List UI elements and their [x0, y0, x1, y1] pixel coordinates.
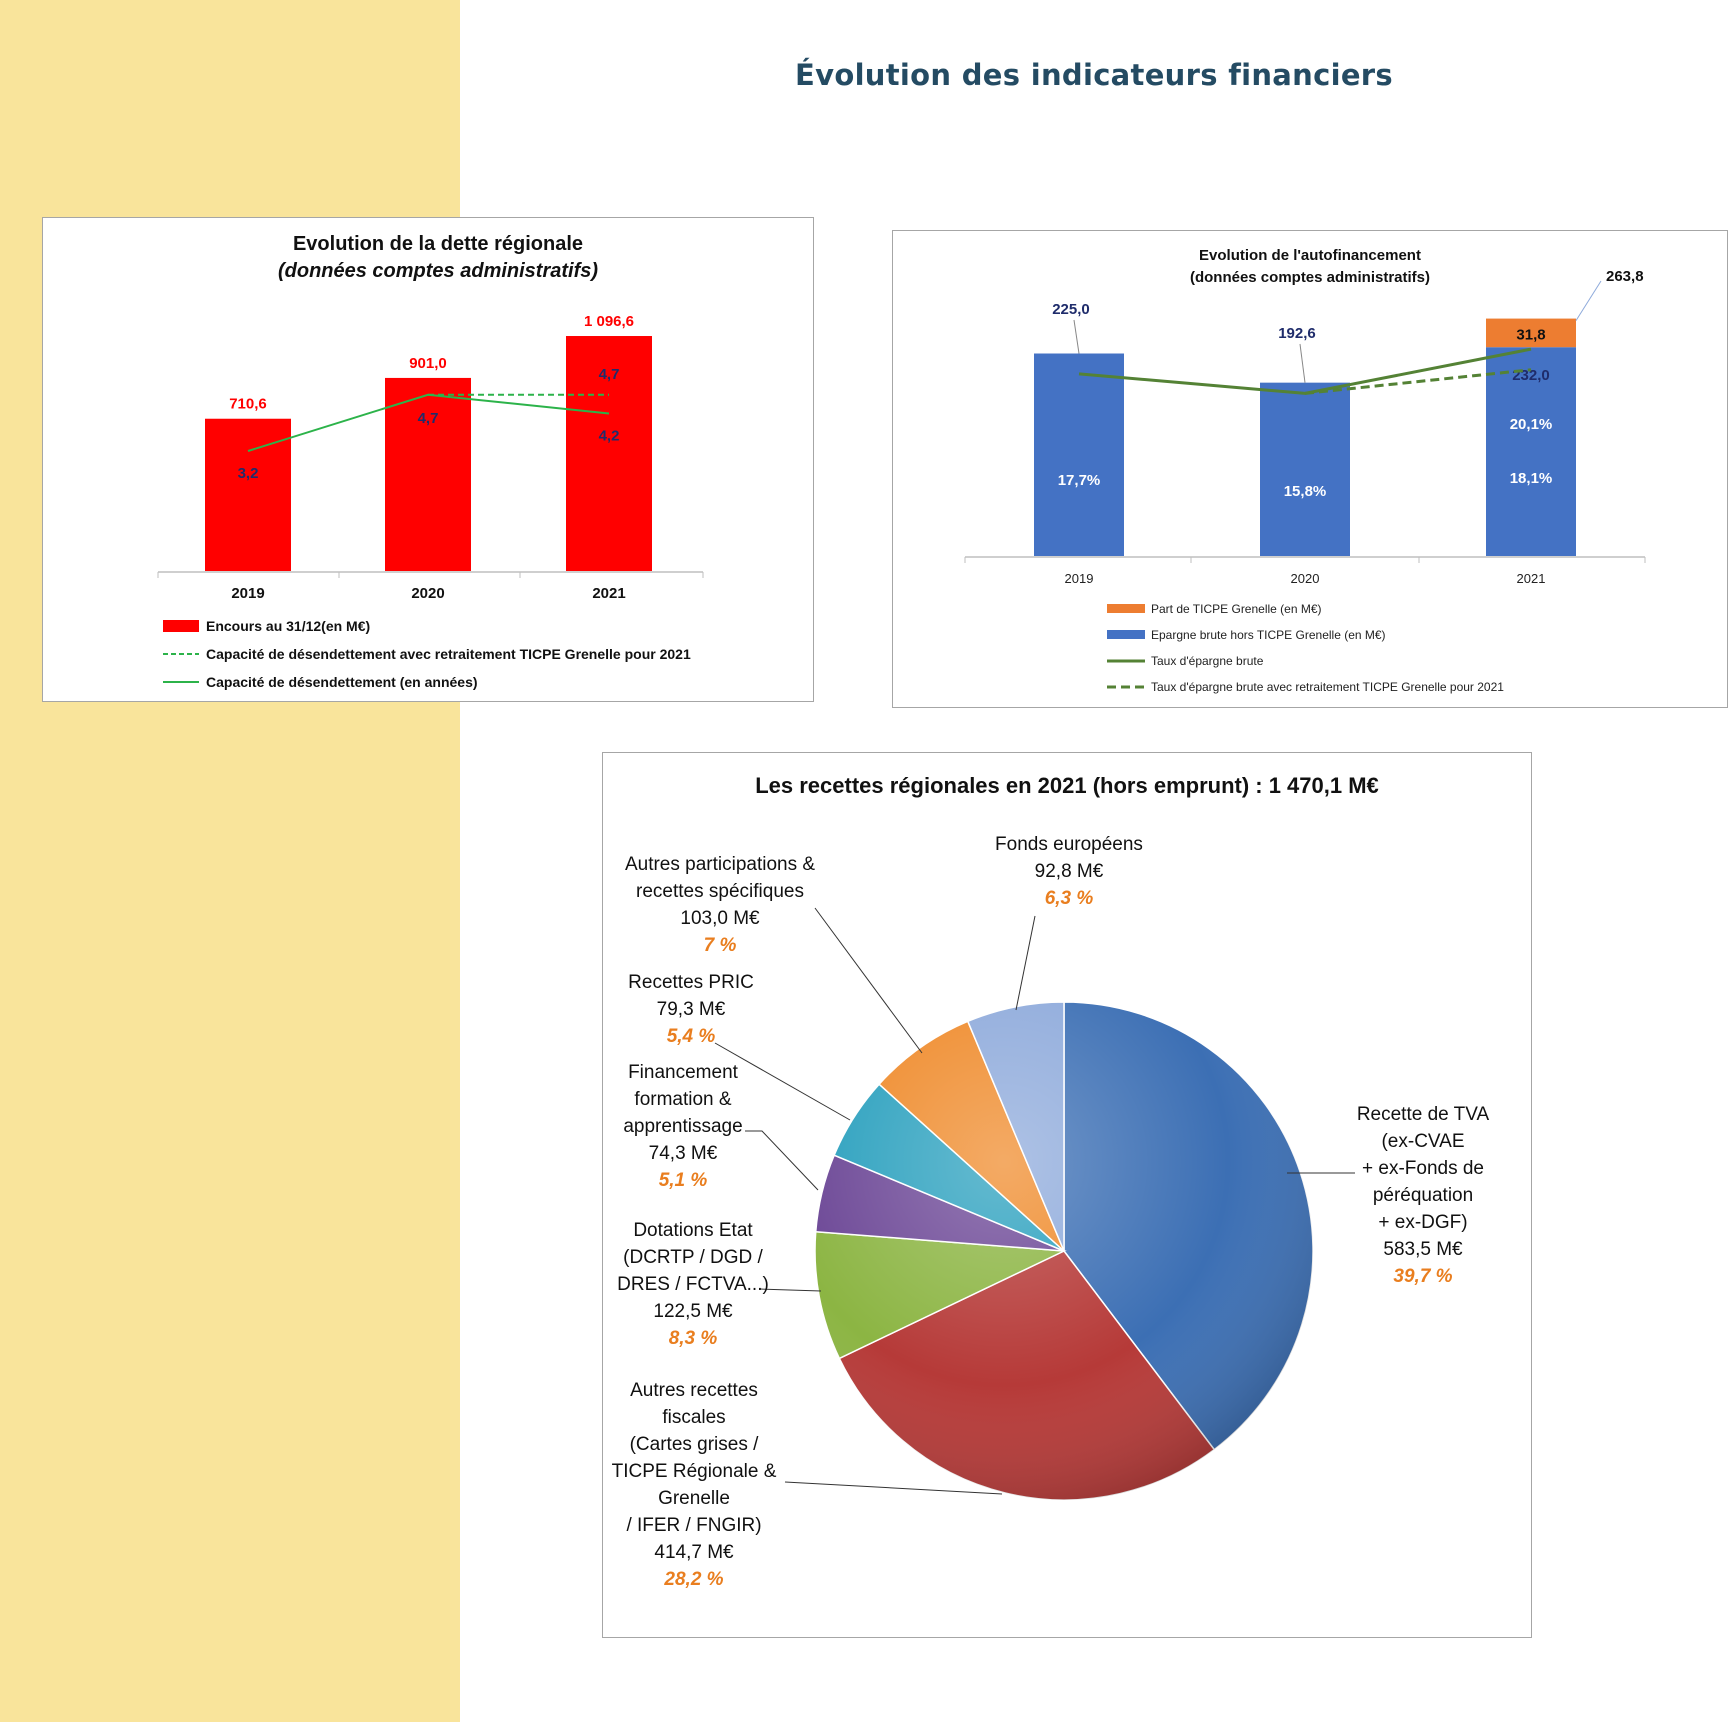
pie-pct-fonds: 6,3 % [1044, 888, 1094, 909]
auto-bar-label: 232,0 [1512, 367, 1550, 385]
debt-bar-label: 901,0 [409, 354, 447, 372]
pie-pct-tva: 39,7 % [1393, 1266, 1453, 1287]
debt-legend-swatch-encours [163, 620, 199, 632]
recettes-chart-panel [602, 752, 1532, 1638]
auto-total-leader [1576, 281, 1601, 321]
pie-label-dotations: DRES / FCTVA...) [617, 1274, 769, 1295]
auto-legend-taux: Taux d'épargne brute [1151, 654, 1264, 668]
auto-x-tick-label: 2019 [1064, 571, 1094, 586]
pie-label-pric: Recettes PRIC [628, 972, 754, 993]
autofinancement-chart-panel [892, 230, 1728, 708]
pie-label-fiscales: Grenelle [658, 1488, 730, 1509]
pie-label-tva: (ex-CVAE [1381, 1131, 1465, 1152]
pie-shading [815, 1002, 1313, 1500]
auto-legend-swatch-ticpe [1107, 604, 1145, 613]
pie-label-fiscales: TICPE Régionale & [611, 1461, 777, 1482]
pie-label-dotations: (DCRTP / DGD / [623, 1247, 763, 1268]
pie-label-dotations: Dotations Etat [633, 1220, 753, 1241]
auto-ticpe-label: 31,8 [1516, 326, 1546, 344]
pie-value-autres: 103,0 M€ [680, 908, 760, 929]
auto-legend-retraitement: Taux d'épargne brute avec retraitement TICPE Grenelle pour 2021 [1151, 680, 1504, 694]
pie-label-autres: Autres participations & [624, 854, 816, 875]
auto-legend-swatch-epargne [1107, 630, 1145, 639]
debt-line-label: 4,2 [598, 427, 620, 445]
debt-x-tick-label: 2019 [231, 585, 265, 602]
auto-x-tick-label: 2020 [1290, 571, 1320, 586]
pie-label-fonds: Fonds européens [995, 834, 1143, 855]
auto-bar-label: 192,6 [1278, 325, 1316, 342]
pie-value-dotations: 122,5 M€ [653, 1301, 733, 1322]
debt-chart-title: Evolution de la dette régionale [292, 233, 584, 255]
pie-pct-pric: 5,4 % [666, 1026, 716, 1047]
debt-chart [43, 218, 813, 701]
autofinancement-chart [893, 231, 1727, 707]
pie-label-tva: + ex-DGF) [1378, 1212, 1468, 1233]
pie-label-fiscales: fiscales [662, 1407, 726, 1428]
debt-legend-retraitement: Capacité de désendettement avec retraitement TICPE Grenelle pour 2021 [206, 646, 691, 662]
auto-pct-label: 15,8% [1283, 483, 1327, 500]
auto-total-label: 263,8 [1606, 268, 1644, 285]
auto-pct-retraitement-label: 18,1% [1509, 470, 1553, 487]
pie-leader-fonds [1016, 916, 1035, 1010]
pie-value-pric: 79,3 M€ [656, 999, 726, 1020]
debt-legend-capacite: Capacité de désendettement (en années) [206, 674, 478, 690]
pie-label-tva: péréquation [1372, 1185, 1474, 1206]
pie-label-tva: + ex-Fonds de [1362, 1158, 1484, 1179]
debt-legend-encours: Encours au 31/12(en M€) [206, 618, 371, 634]
auto-bar-2019 [1034, 354, 1124, 557]
pie-label-fiscales: (Cartes grises / [629, 1434, 759, 1455]
pie-label-fiscales: / IFER / FNGIR) [626, 1515, 762, 1536]
recettes-title: Les recettes régionales en 2021 (hors emprunt) : 1 470,1 M€ [755, 773, 1379, 798]
auto-bar-label: 225,0 [1052, 301, 1090, 318]
pie-label-formation: formation & [634, 1089, 732, 1110]
pie-label-fiscales: Autres recettes [630, 1380, 758, 1401]
pie-value-tva: 583,5 M€ [1383, 1239, 1463, 1260]
page-title: Évolution des indicateurs financiers [795, 58, 1393, 92]
pie-leader-formation [745, 1131, 818, 1190]
recettes-pie-chart [603, 753, 1531, 1637]
auto-chart-title: Evolution de l'autofinancement [1199, 247, 1421, 264]
auto-pct-label: 20,1% [1509, 416, 1553, 433]
pie-leader-autres [815, 908, 922, 1053]
debt-line-label: 3,2 [237, 465, 259, 482]
debt-line-label: 4,7 [417, 409, 439, 427]
pie-value-formation: 74,3 M€ [648, 1143, 718, 1164]
debt-x-tick-label: 2021 [592, 585, 626, 602]
debt-chart-panel [42, 217, 814, 702]
debt-chart-subtitle: (données comptes administratifs) [277, 260, 599, 282]
auto-x-tick-label: 2021 [1516, 571, 1546, 586]
auto-pct-label: 17,7% [1057, 472, 1101, 489]
pie-label-formation: Financement [628, 1062, 738, 1083]
debt-bar-label: 1 096,6 [583, 313, 635, 331]
auto-bar-2020 [1260, 383, 1350, 556]
pie-pct-formation: 5,1 % [658, 1170, 708, 1191]
pie-pct-fiscales: 28,2 % [664, 1569, 724, 1590]
debt-x-tick-label: 2020 [411, 585, 445, 602]
auto-legend-ticpe: Part de TICPE Grenelle (en M€) [1151, 602, 1322, 616]
debt-bar-2020 [385, 378, 471, 571]
pie-label-autres: recettes spécifiques [636, 881, 804, 902]
pie-pct-dotations: 8,3 % [668, 1328, 718, 1349]
auto-chart-subtitle: (données comptes administratifs) [1189, 269, 1431, 286]
auto-legend-epargne: Epargne brute hors TICPE Grenelle (en M€) [1151, 628, 1386, 642]
pie-leader-dotations [760, 1289, 821, 1291]
pie-value-fonds: 92,8 M€ [1034, 861, 1104, 882]
pie-label-formation: apprentissage [623, 1116, 743, 1137]
pie-value-fiscales: 414,7 M€ [654, 1542, 734, 1563]
debt-bar-label: 710,6 [229, 395, 267, 413]
auto-label-leader [1300, 344, 1305, 383]
auto-label-leader [1074, 320, 1079, 354]
pie-label-tva: Recette de TVA [1356, 1104, 1490, 1125]
debt-dashed-label: 4,7 [598, 365, 620, 383]
pie-pct-autres: 7 % [703, 935, 737, 956]
pie-leader-fiscales [785, 1482, 1002, 1494]
